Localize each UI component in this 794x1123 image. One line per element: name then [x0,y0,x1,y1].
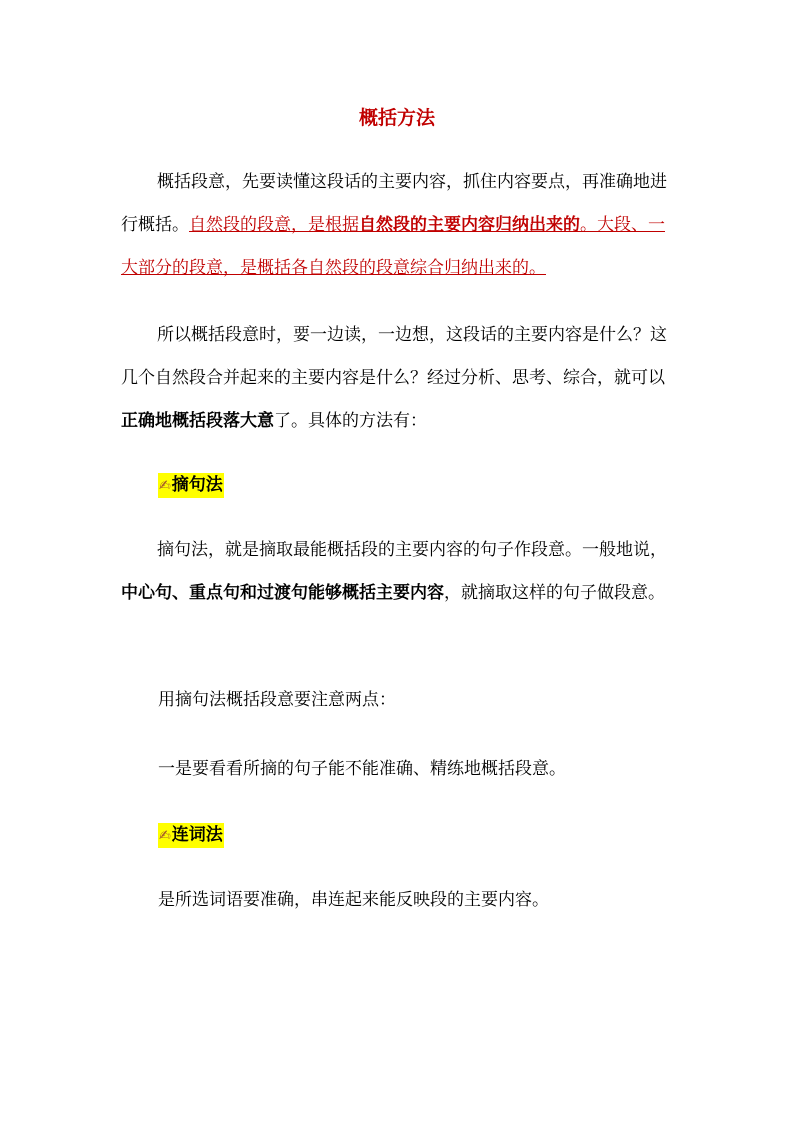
section-heading-label: 摘句法 [171,475,223,495]
note-point-one: 一是要看看所摘的句子能不能准确、精练地概括段意。 [158,759,566,779]
paragraph-extract-sentence [121,529,681,615]
extract-text-bold: 中心句、重点句和过渡句能够概括主要内容 [121,583,444,603]
pen-icon: ✍ [159,828,171,844]
extract-text-a: 摘句法，就是摘取最能概括段的主要内容的句子作段意。一般地说， [157,540,667,560]
intro-red-c: 。大段、一大部分的段意，是概括各自然段的段意综合归纳出来的。 [121,215,665,278]
intro-text: 概括段意，先要读懂这段话的主要内容，抓住内容要点，再准确地进行概括。 [121,172,667,235]
intro-red-a: 自然段的段意，是根据 [189,215,359,235]
overview-text-bold: 正确地概括段落大意 [121,411,274,431]
section-heading-label: 连词法 [171,825,223,845]
section-heading-extract-sentence [158,473,224,498]
section-heading-link-words [158,823,224,848]
pen-icon: ✍ [159,478,171,494]
intro-red-b: 自然段的主要内容归纳出来的 [359,215,580,235]
page-title: 概括方法 [358,107,435,129]
extract-text-c: ，就摘取这样的句子做段意。 [444,583,665,603]
note-link-words: 是所选词语要准确，串连起来能反映段的主要内容。 [158,890,549,910]
overview-text-a: 所以概括段意时，要一边读，一边想，这段话的主要内容是什么？这几个自然段合并起来的主要内容是什么？经过分析、思考、综合，就可以 [121,325,667,388]
note-two-points: 用摘句法概括段意要注意两点： [158,690,396,710]
paragraph-intro [121,161,681,290]
paragraph-method-overview [121,314,681,443]
overview-text-c: 了。具体的方法有： [274,411,427,431]
